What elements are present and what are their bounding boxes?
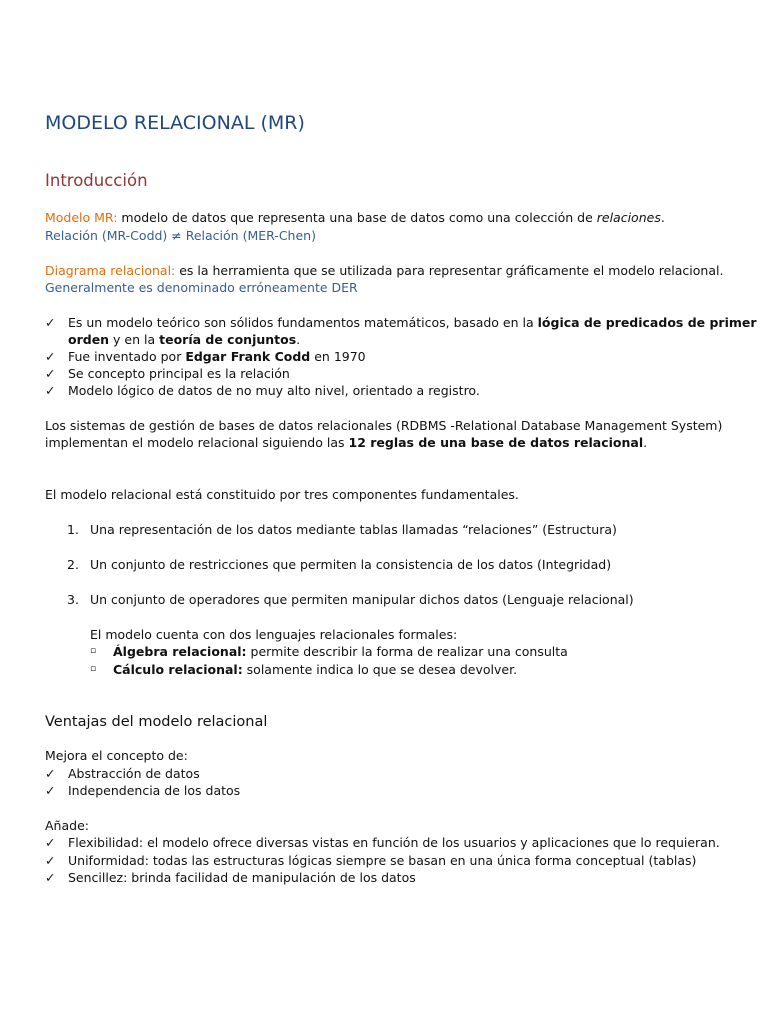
bullet-1-orden: orden [68,332,110,347]
check-icon: ✓ [45,783,56,798]
numbered-item-3: Un conjunto de operadores que permiten manipular dichos datos (Lenguaje relacional) [90,592,634,607]
bullet-2-text: Fue inventado por [68,349,186,364]
numbered-item-1: Una representación de los datos mediante tablas llamadas “relaciones” (Estructura) [90,522,617,537]
list-number: 2. [67,557,79,572]
check-icon: ✓ [45,315,56,330]
modelo-text: modelo de datos que representa una base de datos como una colección de [117,210,597,225]
algebra-text: permite describir la forma de realizar una consulta [246,644,568,659]
calculo-text: solamente indica lo que se desea devolver. [242,662,518,677]
check-icon: ✓ [45,870,56,885]
square-bullet-icon: ▫ [90,664,97,674]
numbered-item-2: Un conjunto de restricciones que permiten la consistencia de los datos (Integridad) [90,557,612,572]
check-icon: ✓ [45,835,56,850]
diagrama-text: es la herramienta que se utilizada para representar gráficamente el modelo relacional. [175,263,724,278]
square-bullet-icon: ▫ [90,646,97,656]
bullet-1-line-2 [68,331,300,348]
calculo-label: Cálculo relacional: [113,662,243,677]
list-number: 1. [67,522,79,537]
bullet-4: Modelo lógico de datos de no muy alto nivel, orientado a registro. [68,383,480,398]
check-icon: ✓ [45,366,56,381]
bullet-1-text: Es un modelo teórico son sólidos fundamentos matemáticos, basado en la [68,315,538,330]
bullet-3: Se concepto principal es la relación [68,366,290,381]
relacion-line: Relación (MR-Codd) ≠ Relación (MER-Chen) [45,228,316,243]
bullet-2-bold: Edgar Frank Codd [185,349,311,364]
intro-heading: Introducción [45,171,148,190]
bullet-1-mid: y en la [109,332,160,347]
anade-item-3: Sencillez: brinda facilidad de manipulación de los datos [68,870,416,885]
anade-item-2: Uniformidad: todas las estructuras lógicas siempre se basan en una única forma conceptual (tablas) [68,853,697,868]
diagrama-label: Diagrama relacional: [45,263,176,278]
bullet-1-bold: lógica de predicados de primer [537,315,757,330]
ventajas-heading: Ventajas del modelo relacional [45,714,268,730]
lenguajes-line: El modelo cuenta con dos lenguajes relacionales formales: [90,627,458,642]
mejora-item-1: Abstracción de datos [68,766,200,781]
check-icon: ✓ [45,853,56,868]
algebra-label: Álgebra relacional: [113,644,247,659]
mejora-line: Mejora el concepto de: [45,748,188,763]
diagrama-definition [45,262,723,279]
anade-item-1: Flexibilidad: el modelo ofrece diversas vistas en función de los usuarios y aplicaciones que lo requieran. [68,835,720,850]
check-icon: ✓ [45,383,56,398]
modelo-definition [45,209,665,226]
modelo-label: Modelo MR: [45,210,118,225]
bullet-1-conjuntos: teoría de conjuntos [159,332,297,347]
page-title: MODELO RELACIONAL (MR) [45,112,305,134]
modelo-italic: relaciones [596,210,661,225]
denominado-line: Generalmente es denominado erróneamente DER [45,280,358,295]
list-number: 3. [67,592,79,607]
rdbms-line-1: Los sistemas de gestión de bases de datos relacionales (RDBMS -Relational Database Management System) [45,418,723,433]
bullet-1-end: . [296,332,301,347]
check-icon: ✓ [45,349,56,364]
componentes-line: El modelo relacional está constituido por tres componentes fundamentales. [45,487,519,502]
anade-line: Añade: [45,818,89,833]
rdbms-text: implementan el modelo relacional siguiendo las [45,435,349,450]
rdbms-line-2 [45,434,647,451]
calculo-item [113,661,517,678]
bullet-2-end: en 1970 [310,349,366,364]
mejora-item-2: Independencia de los datos [68,783,241,798]
modelo-end: . [660,210,665,225]
algebra-item [113,643,568,660]
check-icon: ✓ [45,766,56,781]
rdbms-bold: 12 reglas de una base de datos relacional [348,435,644,450]
bullet-1-line-1 [68,314,757,331]
bullet-2 [68,348,366,365]
rdbms-end: . [643,435,648,450]
